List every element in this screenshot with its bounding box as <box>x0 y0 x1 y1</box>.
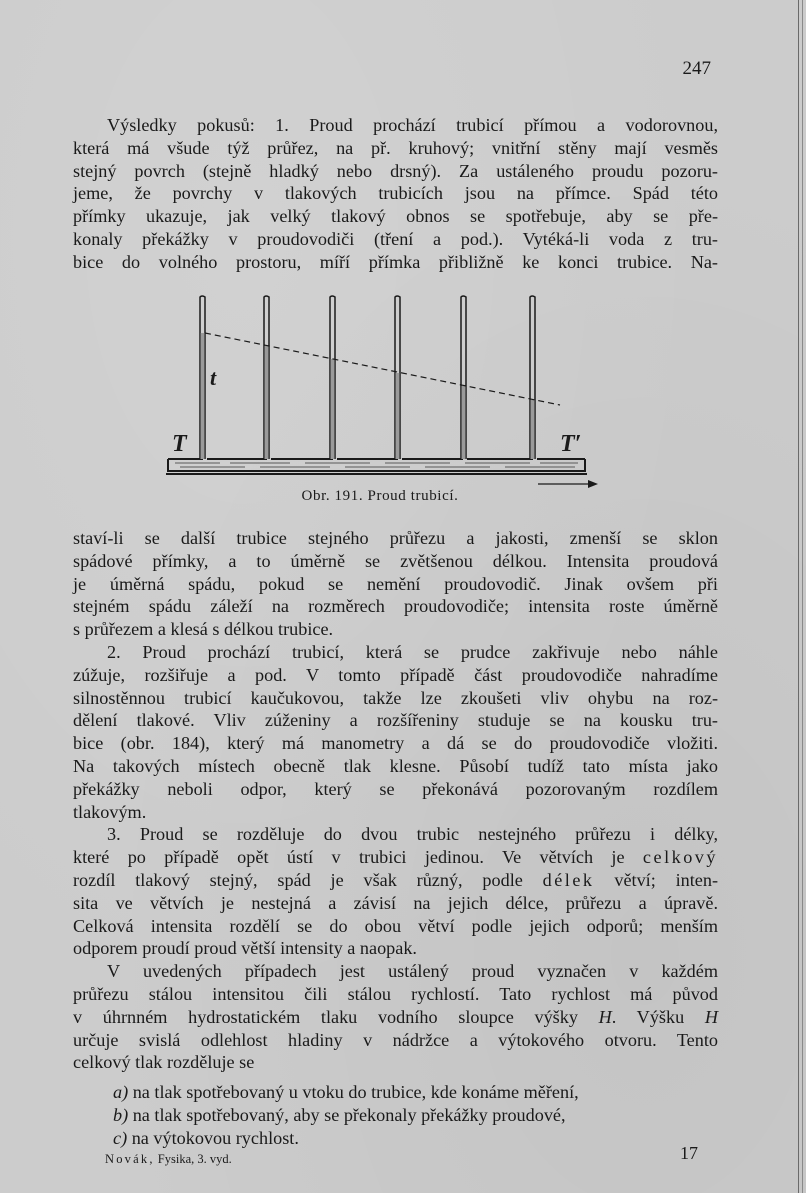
text-line: V uvedených případech jest ustálený proud vyznačen v každém <box>107 961 718 982</box>
list-marker: b) <box>113 1104 129 1125</box>
text-line: celkový tlak rozděluje se <box>73 1052 255 1073</box>
pressure-gradient-line <box>205 333 560 405</box>
footer-title: Fysika, 3. vyd. <box>154 1152 232 1166</box>
text-line: Výsledky pokusů: 1. Proud prochází trubicí přímou a vodorovnou, <box>107 115 718 135</box>
text-line <box>73 1006 718 1029</box>
signature-number: 17 <box>680 1143 698 1163</box>
text-line: přímky ukazuje, jak velký tlakový obnos se spotřebuje, aby se pře- <box>73 206 718 227</box>
text-line: 3. Proud se rozděluje do dvou trubic nestejného průřezu i délky, <box>107 824 718 845</box>
list-item-text: na tlak spotřebovaný u vtoku do trubice, kde konáme měření, <box>128 1082 579 1102</box>
text-line <box>73 869 718 892</box>
tube-flow-diagram <box>150 285 610 515</box>
list-item <box>113 1104 718 1127</box>
text-line: zúžuje, rozšiřuje a pod. V tomto případě část proudovodiče nahradíme <box>73 664 718 685</box>
text-line: 2. Proud prochází trubicí, která se prudce zakřivuje nebo náhle <box>107 641 718 662</box>
text-line: s průřezem a klesá s délkou trubice. <box>73 619 334 640</box>
footer-signature-line <box>105 1152 232 1167</box>
pressure-tubes <box>200 296 535 459</box>
list-marker: c) <box>113 1127 128 1148</box>
text-line: tlakovým. <box>73 801 147 822</box>
text-line: překážky neboli odpor, který se překonává pozorovaným rozdílem <box>73 778 718 799</box>
text-line: průřezu stálou intensitou čili stálou rychlostí. Tato rychlost má původ <box>73 983 718 1004</box>
text-line <box>73 846 718 869</box>
text-line: sita ve větvích je nestejná a závisí na jejich délce, průřezu a úpravě. <box>73 892 718 913</box>
text-line: stejném spádu záleží na rozměrech proudovodiče; intensita roste úměrně <box>73 596 718 617</box>
figure-caption: Obr. 191. Proud trubicí. <box>301 488 459 504</box>
paragraph-results-1 <box>73 114 718 274</box>
footer-author: Novák, <box>105 1152 155 1166</box>
label-t: t <box>210 365 217 390</box>
text-line: dělení tlakové. Vliv zúženiny a rozšířeniny studuje se na kousku tru- <box>73 710 718 731</box>
variable-H: H <box>598 1006 612 1027</box>
text-line: určuje svislá odlehlost hladiny v nádržce a výtokového otvoru. Tento <box>73 1029 718 1050</box>
text-fragment: které po případě opět ústí v trubici jedinou. Ve větvích je <box>73 847 643 868</box>
list-marker: a) <box>113 1082 129 1102</box>
text-fragment: rozdíl tlakový stejný, spád je však různý, podle <box>73 869 543 890</box>
horizontal-pipe <box>166 459 587 474</box>
text-line: odporem proudí proud větší intensity a naopak. <box>73 938 417 959</box>
text-line: konaly překážky v proudovodiči (tření a pod.). Vytéká-li voda z tru- <box>73 228 718 249</box>
text-fragment: v úhrnném hydrostatickém tlaku vodního sloupce výšky <box>73 1006 599 1027</box>
text-line: silnostěnnou trubicí kaučukovou, takže lze zkoušeti vliv ohybu na roz- <box>73 687 718 708</box>
page-binding-edge <box>798 0 803 1193</box>
text-line: je úměrná spádu, pokud se nemění proudovodič. Jinak ovšem při <box>73 573 718 594</box>
text-line: stejný povrch (stejně hladký nebo drsný). Za ustáleného proudu pozoru- <box>73 160 718 181</box>
text-line: spádové přímky, a to úměrně se zvětšenou délkou. Intensita proudová <box>73 550 718 571</box>
text-line: bice (obr. 184), který má manometry a dá se do proudovodiče vložiti. <box>73 733 718 754</box>
label-T: T <box>172 431 187 457</box>
variable-H: H <box>704 1006 718 1027</box>
text-line: Celková intensita rozdělí se do obou větví podle jejich odporů; menším <box>73 915 718 936</box>
text-line: jeme, že povrchy v tlakových trubicích jsou na přímce. Spád této <box>73 183 718 204</box>
text-line: staví-li se další trubice stejného průřezu a jakosti, zmenší se sklon <box>73 528 718 548</box>
text-line: Na takových místech obecně tlak klesne. Působí tudíž tato místa jako <box>73 755 718 776</box>
pressure-distribution-list <box>113 1081 718 1149</box>
main-text-continued <box>73 527 718 1074</box>
text-line: která má všude týž průřez, na př. kruhový; vnitřní stěny mají vesměs <box>73 137 718 158</box>
figure-tube-flow <box>150 285 610 515</box>
page-number: 247 <box>682 58 711 79</box>
emphasis-spaced: délek <box>542 869 595 890</box>
list-item-text: na tlak spotřebovaný, aby se překonaly překážky proudové, <box>128 1104 566 1125</box>
text-fragment: větví; inten- <box>594 869 718 890</box>
emphasis-spaced: celkový <box>642 847 718 868</box>
text-fragment: . Výšku <box>611 1006 705 1027</box>
flow-direction-arrow-icon <box>538 480 598 488</box>
text-line: bice do volného prostoru, míří přímka přibližně ke konci trubice. Na- <box>73 251 718 272</box>
list-item-text: na výtokovou rychlost. <box>127 1127 299 1148</box>
list-item <box>113 1127 718 1150</box>
list-item <box>113 1081 718 1104</box>
label-T-prime: T′ <box>560 431 582 457</box>
